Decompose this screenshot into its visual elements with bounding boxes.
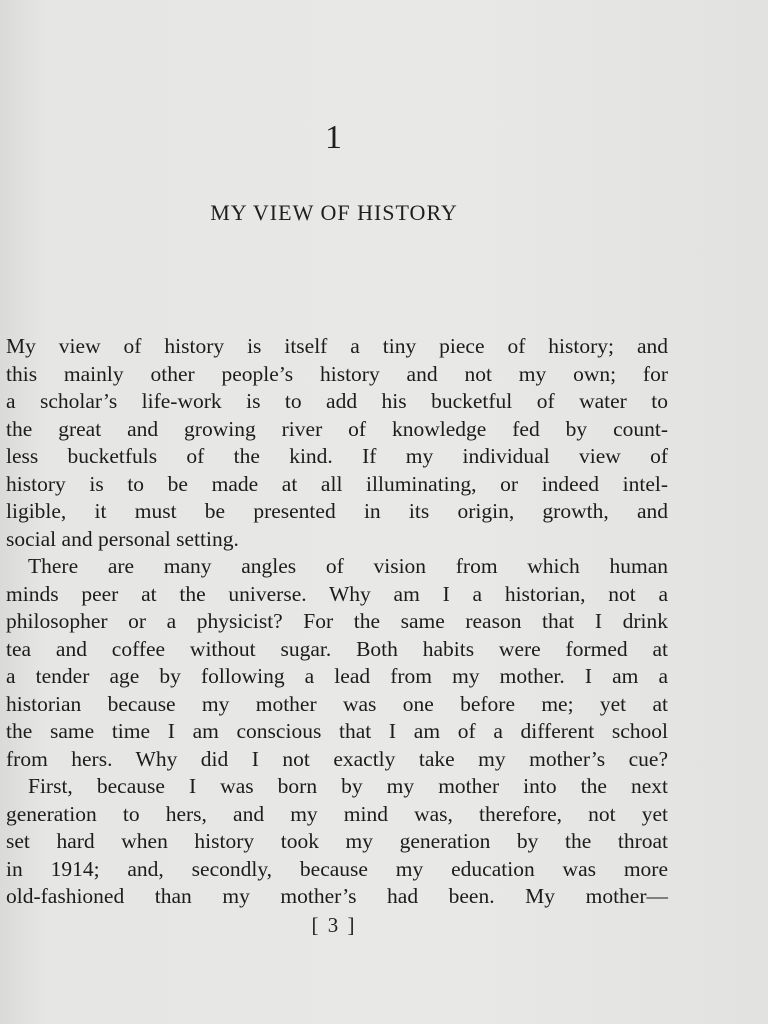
text-line: ligible, it must be presented in its origin, growth, and	[6, 499, 668, 523]
body-text	[6, 333, 668, 911]
text-line: historian because my mother was one before me; yet at	[6, 691, 668, 716]
text-line: There are many angles of vision from which human	[28, 554, 668, 578]
text-line: minds peer at the universe. Why am I a historian, not a	[6, 581, 668, 606]
text-line: social and personal setting.	[6, 526, 239, 551]
text-line: tea and coffee without sugar. Both habits were formed at	[6, 636, 668, 661]
text-line: old-fashioned than my mother’s had been. My mother—	[6, 884, 668, 908]
text-line: this mainly other people’s history and not my own; for	[6, 361, 668, 386]
text-line: from hers. Why did I not exactly take my mother’s cue?	[6, 746, 668, 771]
text-line: less bucketfuls of the kind. If my individual view of	[6, 444, 668, 468]
text-line: the great and growing river of knowledge fed by count-	[6, 416, 668, 441]
chapter-number: 1	[325, 119, 343, 156]
text-line: history is to be made at all illuminating, or indeed intel-	[6, 471, 668, 496]
text-line: generation to hers, and my mind was, therefore, not yet	[6, 801, 668, 826]
text-line: in 1914; and, secondly, because my education was more	[6, 856, 668, 881]
text-line: set hard when history took my generation by the throat	[6, 829, 668, 853]
page-number: [ 3 ]	[311, 913, 357, 937]
text-line: My view of history is itself a tiny piece of history; and	[6, 334, 668, 358]
text-line: First, because I was born by my mother into the next	[28, 774, 668, 798]
text-line: a scholar’s life-work is to add his bucketful of water to	[6, 389, 668, 413]
chapter-title: MY VIEW OF HISTORY	[210, 200, 458, 225]
text-line: philosopher or a physicist? For the same reason that I drink	[6, 609, 668, 633]
text-line: the same time I am conscious that I am of a different school	[6, 719, 668, 743]
text-line: a tender age by following a lead from my mother. I am a	[6, 664, 668, 688]
